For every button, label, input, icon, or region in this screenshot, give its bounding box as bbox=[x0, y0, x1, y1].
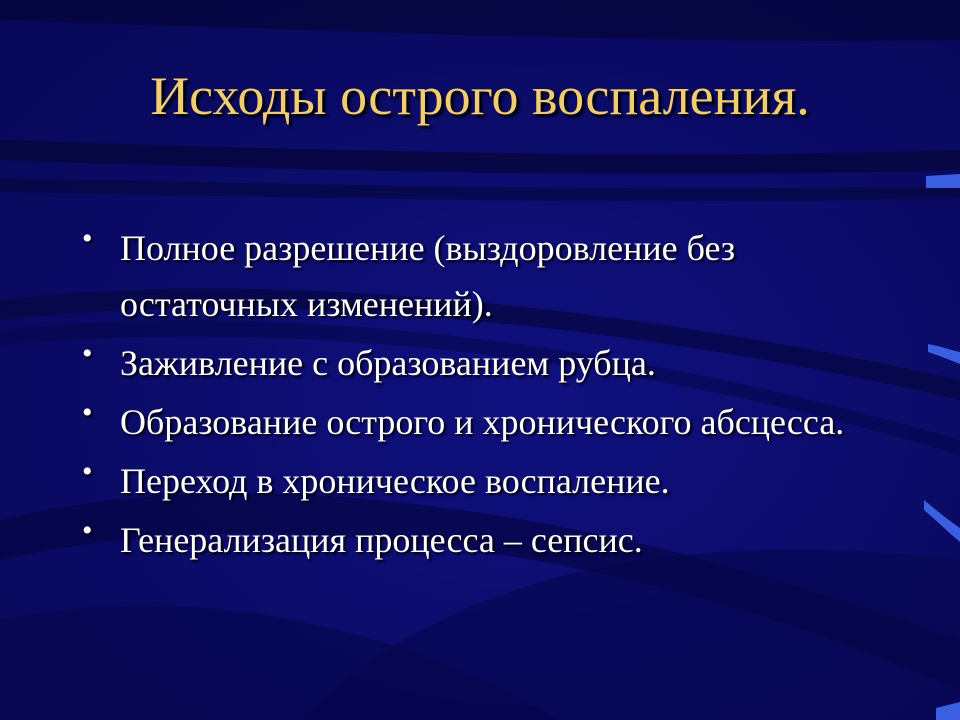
slide-title: Исходы острого воспаления. bbox=[150, 66, 810, 126]
bullet-text: Генерализация процесса – сепсис. bbox=[120, 520, 643, 560]
bullet-text: Переход в хроническое воспаление. bbox=[120, 461, 670, 501]
list-item bbox=[82, 512, 862, 568]
bullet-icon: • bbox=[82, 396, 93, 429]
bullet-list bbox=[82, 220, 862, 571]
bullet-text: Заживление с образованием рубца. bbox=[120, 343, 656, 383]
bullet-icon: • bbox=[82, 455, 93, 488]
list-item bbox=[82, 394, 862, 450]
list-item bbox=[82, 220, 862, 332]
list-item bbox=[82, 335, 862, 391]
bullet-icon: • bbox=[82, 222, 93, 255]
list-item bbox=[82, 453, 862, 509]
bullet-text: Полное разрешение (выздоровление без остаточных изменений). bbox=[120, 228, 736, 324]
bullet-icon: • bbox=[82, 514, 93, 547]
bullet-text: Образование острого и хронического абсцесса. bbox=[120, 402, 845, 442]
bullet-icon: • bbox=[82, 337, 93, 370]
